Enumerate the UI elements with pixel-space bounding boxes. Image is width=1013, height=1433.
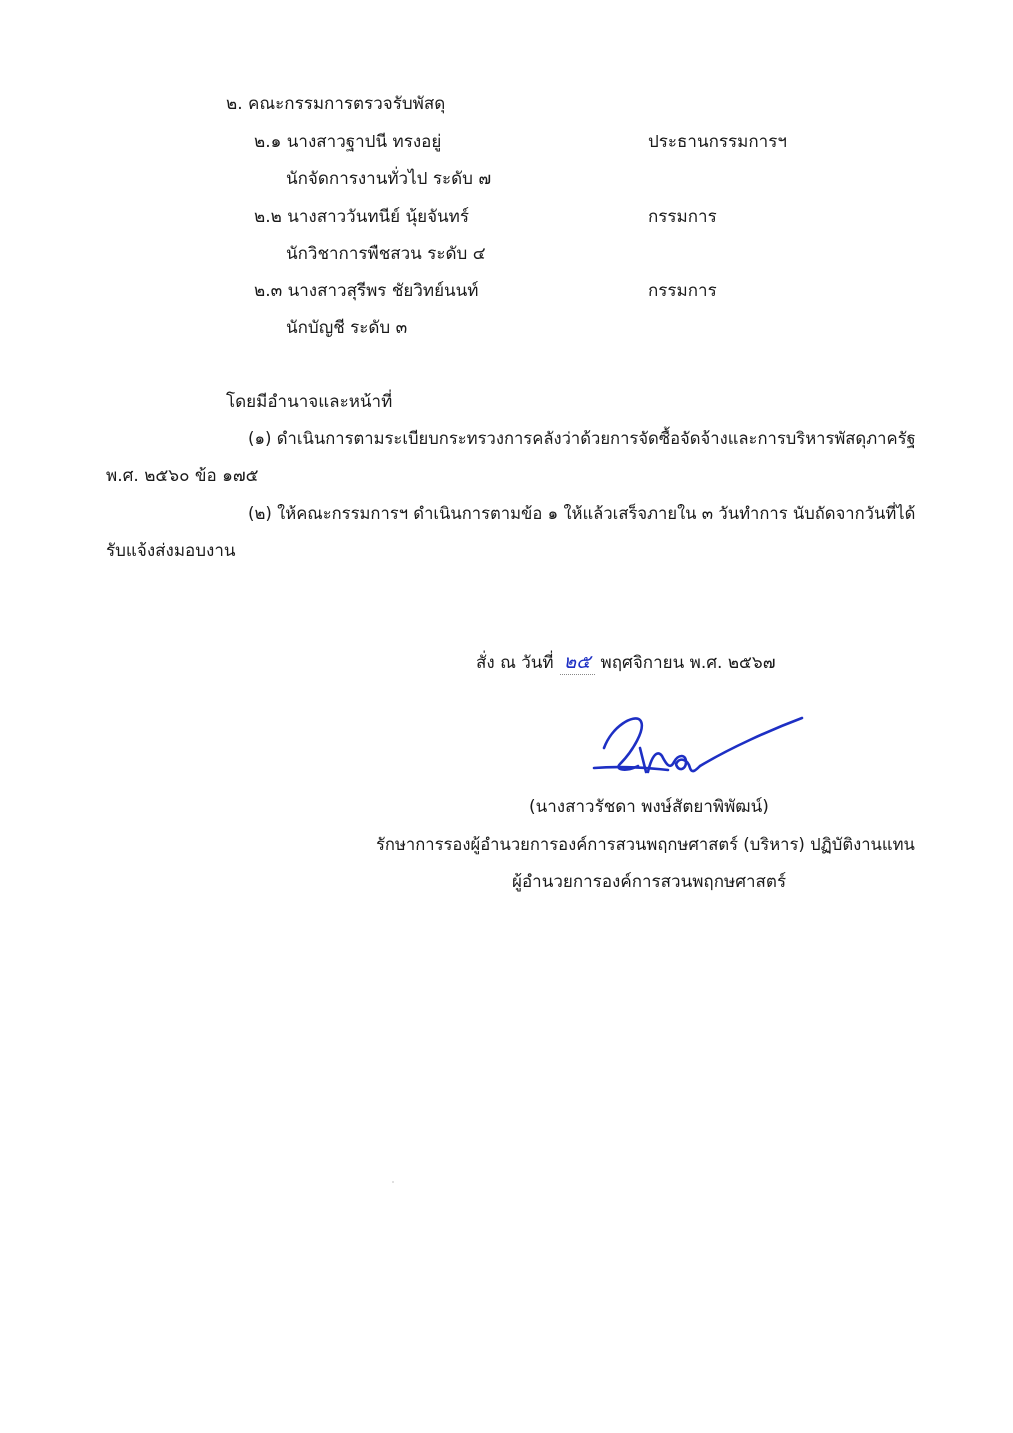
duty-1-line-2: พ.ศ. ๒๕๖๐ ข้อ ๑๗๕: [106, 466, 259, 486]
member-1-position: นักจัดการงานทั่วไป ระดับ ๗: [286, 169, 492, 189]
member-2-position: นักวิชาการพืชสวน ระดับ ๔: [286, 244, 486, 264]
member-2-role: กรรมการ: [648, 207, 717, 227]
member-3-role: กรรมการ: [648, 281, 717, 301]
duty-2-line-1: (๒) ให้คณะกรรมการฯ ดำเนินการตามข้อ ๑ ให้แล้วเสร็จภายใน ๓ วันทำการ นับถัดจากวันที่ได้: [248, 504, 916, 523]
duty-1-line-1: (๑) ดำเนินการตามระเบียบกระทรวงการคลังว่าด้วยการจัดซื้อจัดจ้างและการบริหารพัสดุภาครัฐ: [248, 429, 916, 448]
member-1-name: ๒.๑ นางสาวฐาปนี ทรงอยู่: [254, 132, 442, 152]
signature-loop-stroke: [604, 718, 642, 769]
scan-speck: [392, 1181, 394, 1183]
duties-intro: โดยมีอำนาจและหน้าที่: [226, 392, 393, 412]
duty-2-line-2: รับแจ้งส่งมอบงาน: [106, 541, 236, 561]
order-date-prefix: สั่ง ณ วันที่: [476, 653, 554, 673]
signature-tail-stroke: [700, 718, 802, 766]
signature-image: [590, 712, 810, 786]
member-1-role: ประธานกรรมการฯ: [648, 132, 787, 152]
order-date-day: ๒๕: [560, 650, 595, 675]
signatory-name: (นางสาวรัชดา พงษ์สัตยาพิพัฒน์): [529, 797, 769, 817]
order-date: [476, 650, 775, 675]
order-date-month-year: พฤศจิกายน พ.ศ. ๒๕๖๗: [600, 653, 776, 673]
signatory-title-line-2: ผู้อำนวยการองค์การสวนพฤกษศาสตร์: [512, 872, 787, 892]
member-2-name: ๒.๒ นางสาววันทนีย์ นุ้ยจันทร์: [254, 207, 470, 227]
committee-heading: ๒. คณะกรรมการตรวจรับพัสดุ: [226, 94, 446, 114]
member-3-position: นักบัญชี ระดับ ๓: [286, 318, 408, 338]
member-3-name: ๒.๓ นางสาวสุรีพร ชัยวิทย์นนท์: [254, 281, 479, 301]
signatory-title-line-1: รักษาการรองผู้อำนวยการองค์การสวนพฤกษศาสตร์ (บริหาร) ปฏิบัติงานแทน: [376, 835, 915, 854]
